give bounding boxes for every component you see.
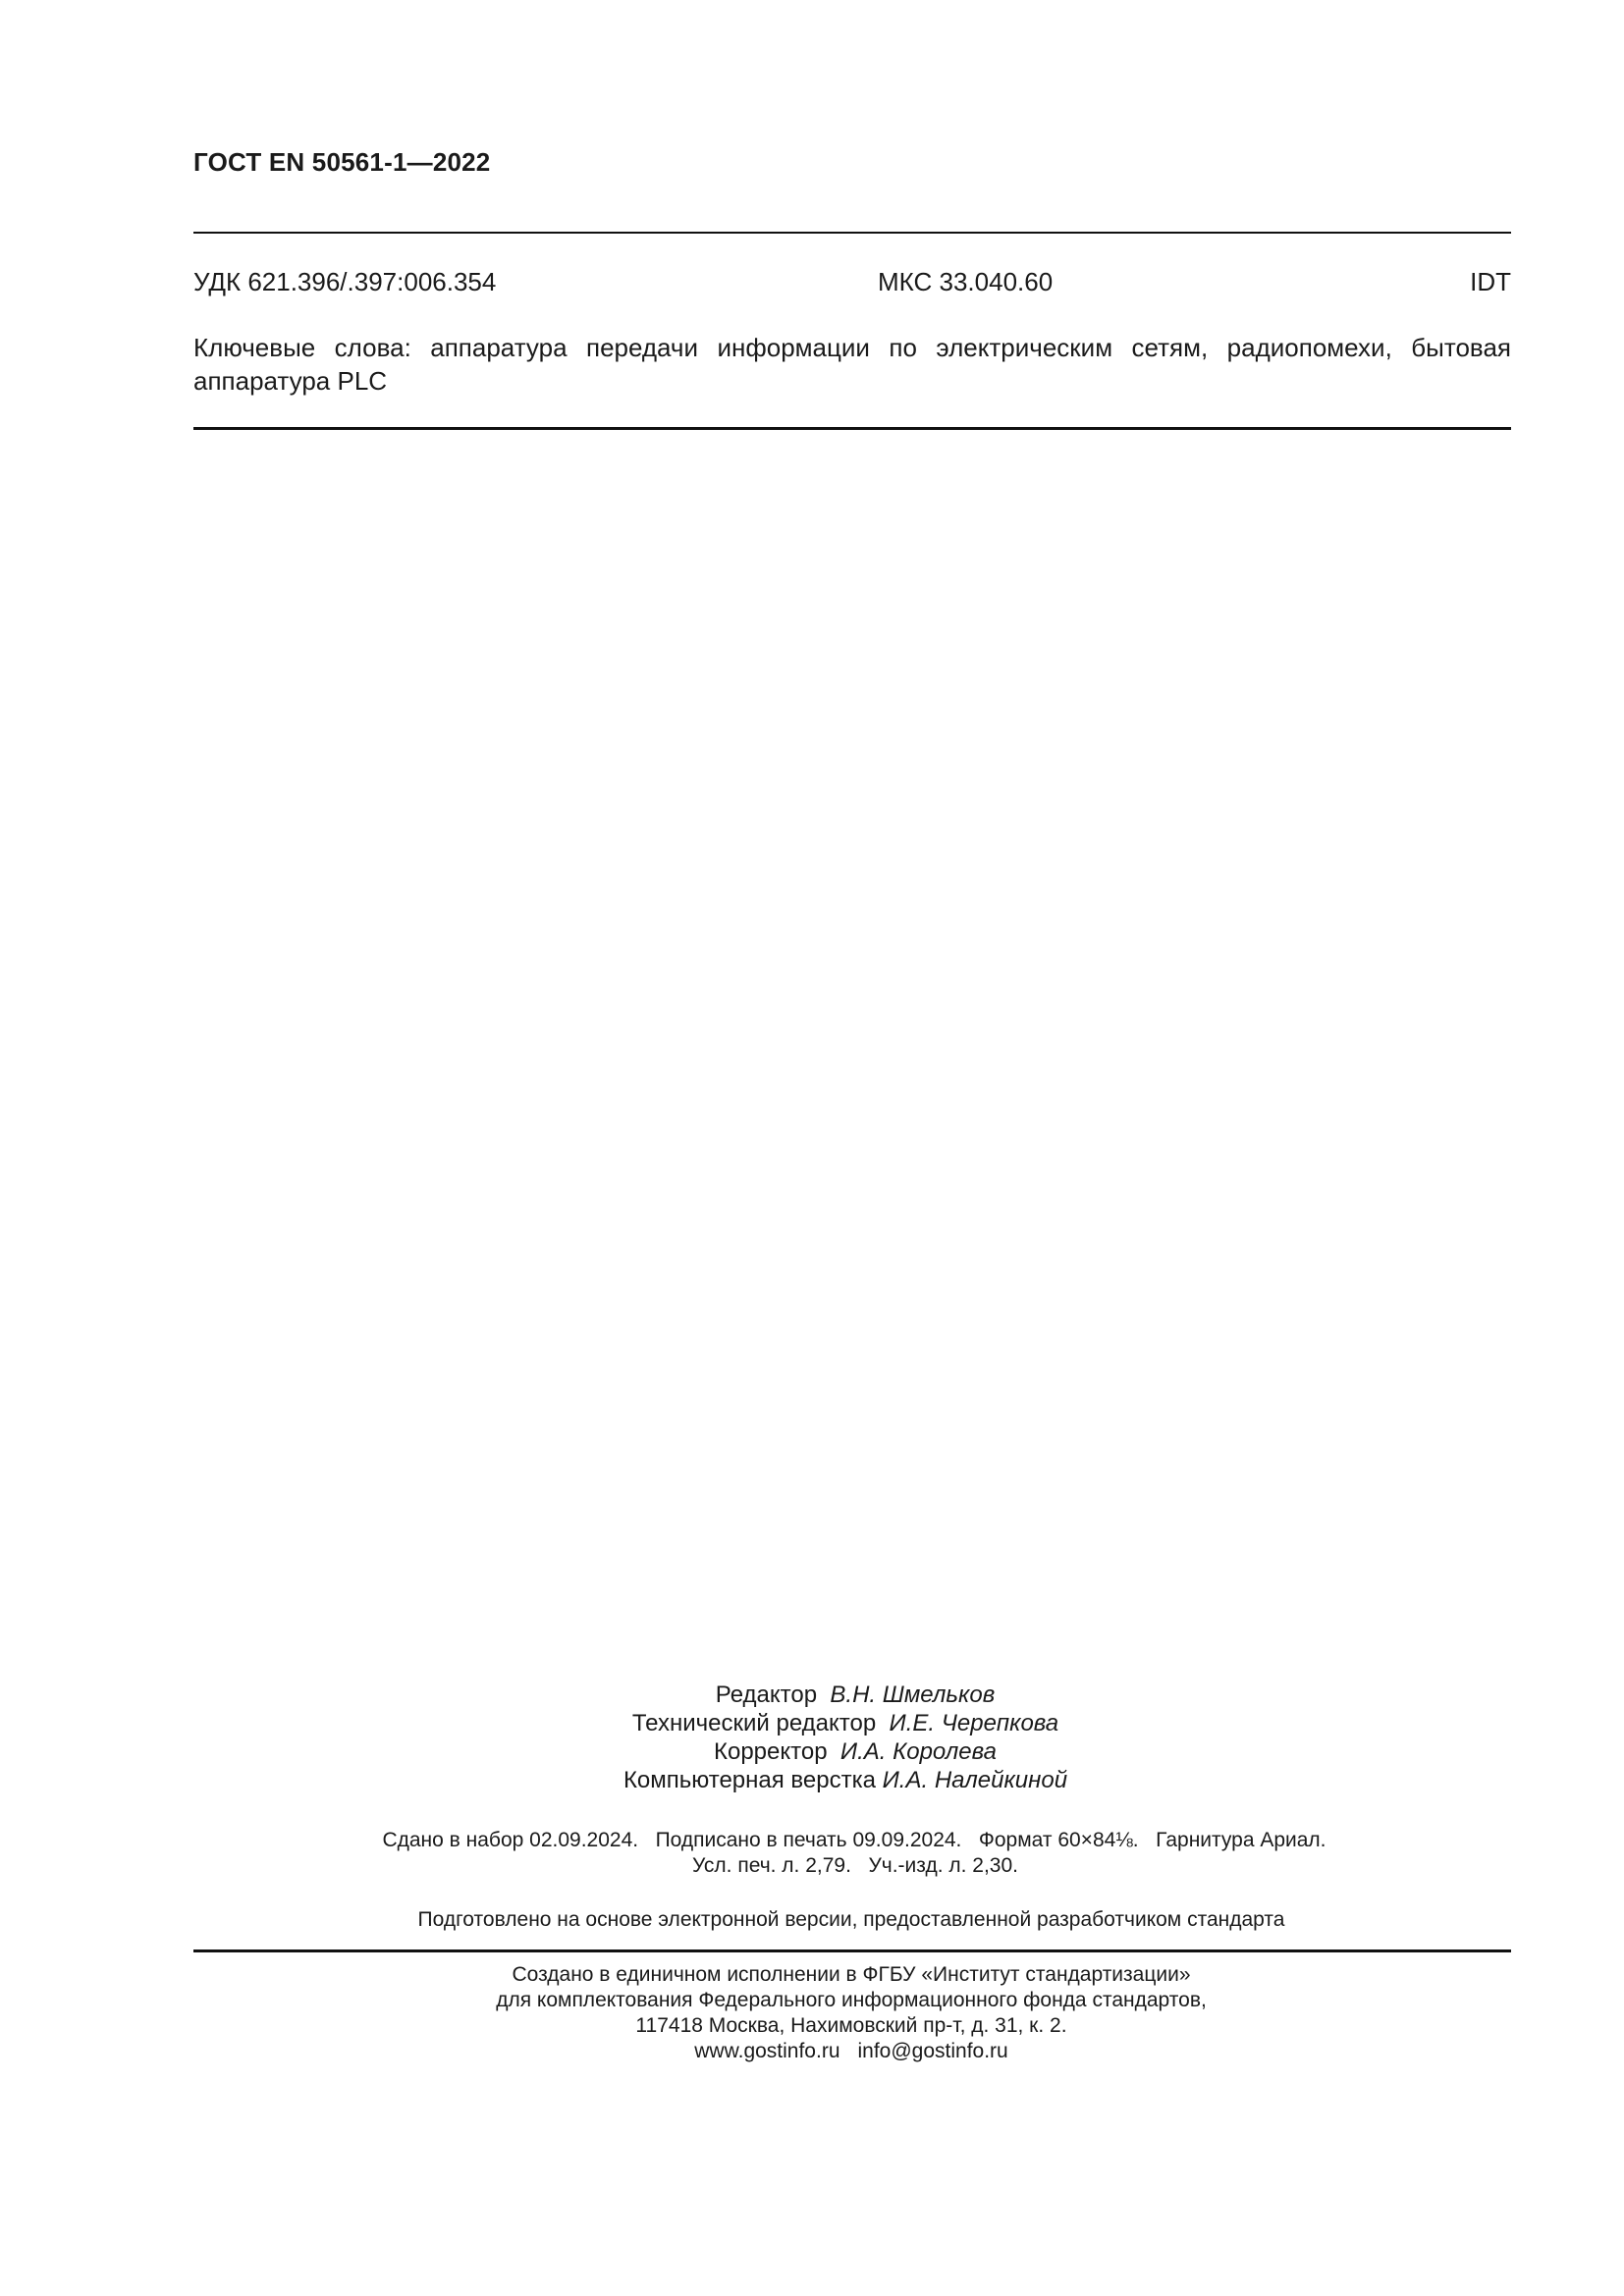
top-divider (193, 232, 1511, 234)
footer-divider (193, 1949, 1511, 1952)
editor-name: В.Н. Шмельков (830, 1682, 996, 1708)
footer-line-1: Создано в единичном исполнении в ФГБУ «Институт стандартизации» (512, 1963, 1191, 1986)
idt-label: IDT (1470, 267, 1511, 296)
print-info-line-1: Сдано в набор 02.09.2024. Подписано в печать 09.09.2024. Формат 60×84⅛. Гарнитура Ариал. (382, 1829, 1326, 1851)
footer-line-2: для комплектования Федерального информационного фонда стандартов, (496, 1989, 1207, 2011)
keywords-divider (193, 427, 1511, 430)
proofreader-label: Корректор (714, 1738, 828, 1765)
proofreader-line (43, 1737, 1624, 1766)
credits-block (0, 1681, 1624, 1794)
editor-label: Редактор (715, 1682, 818, 1708)
website-link[interactable]: www.gostinfo.ru (694, 2040, 840, 2062)
tech-editor-name: И.Е. Черепкова (889, 1710, 1059, 1736)
prepared-note: Подготовлено на основе электронной версии, предоставленной разработчиком стандарта (417, 1908, 1285, 1931)
proofreader-name: И.А. Королева (839, 1738, 997, 1765)
layout-name: И.А. Налейкиной (882, 1767, 1068, 1793)
udk-code: УДК 621.396/.397:006.354 (193, 267, 497, 296)
email-link[interactable]: info@gostinfo.ru (857, 2040, 1008, 2062)
layout-line (33, 1766, 1624, 1794)
editor-line (43, 1681, 1624, 1709)
footer-line-3: 117418 Москва, Нахимовский пр-т, д. 31, к. 2. (635, 2014, 1067, 2037)
publisher-footer (0, 1962, 1624, 2064)
print-info (0, 1828, 1624, 1879)
tech-editor-label: Технический редактор (631, 1710, 877, 1736)
keywords: Ключевые слова: аппаратура передачи информации по электрическим сетям, радиопомехи, бытовая аппаратура PLC (193, 333, 1511, 396)
document-code: ГОСТ EN 50561-1—2022 (193, 147, 491, 177)
footer-contacts (39, 2039, 1624, 2064)
print-info-line-2: Усл. печ. л. 2,79. Уч.-изд. л. 2,30. (691, 1854, 1018, 1877)
mks-code: МКС 33.040.60 (878, 267, 1054, 296)
layout-label: Компьютерная верстка (623, 1767, 876, 1793)
tech-editor-line (33, 1709, 1624, 1737)
classification-row (193, 267, 1511, 298)
